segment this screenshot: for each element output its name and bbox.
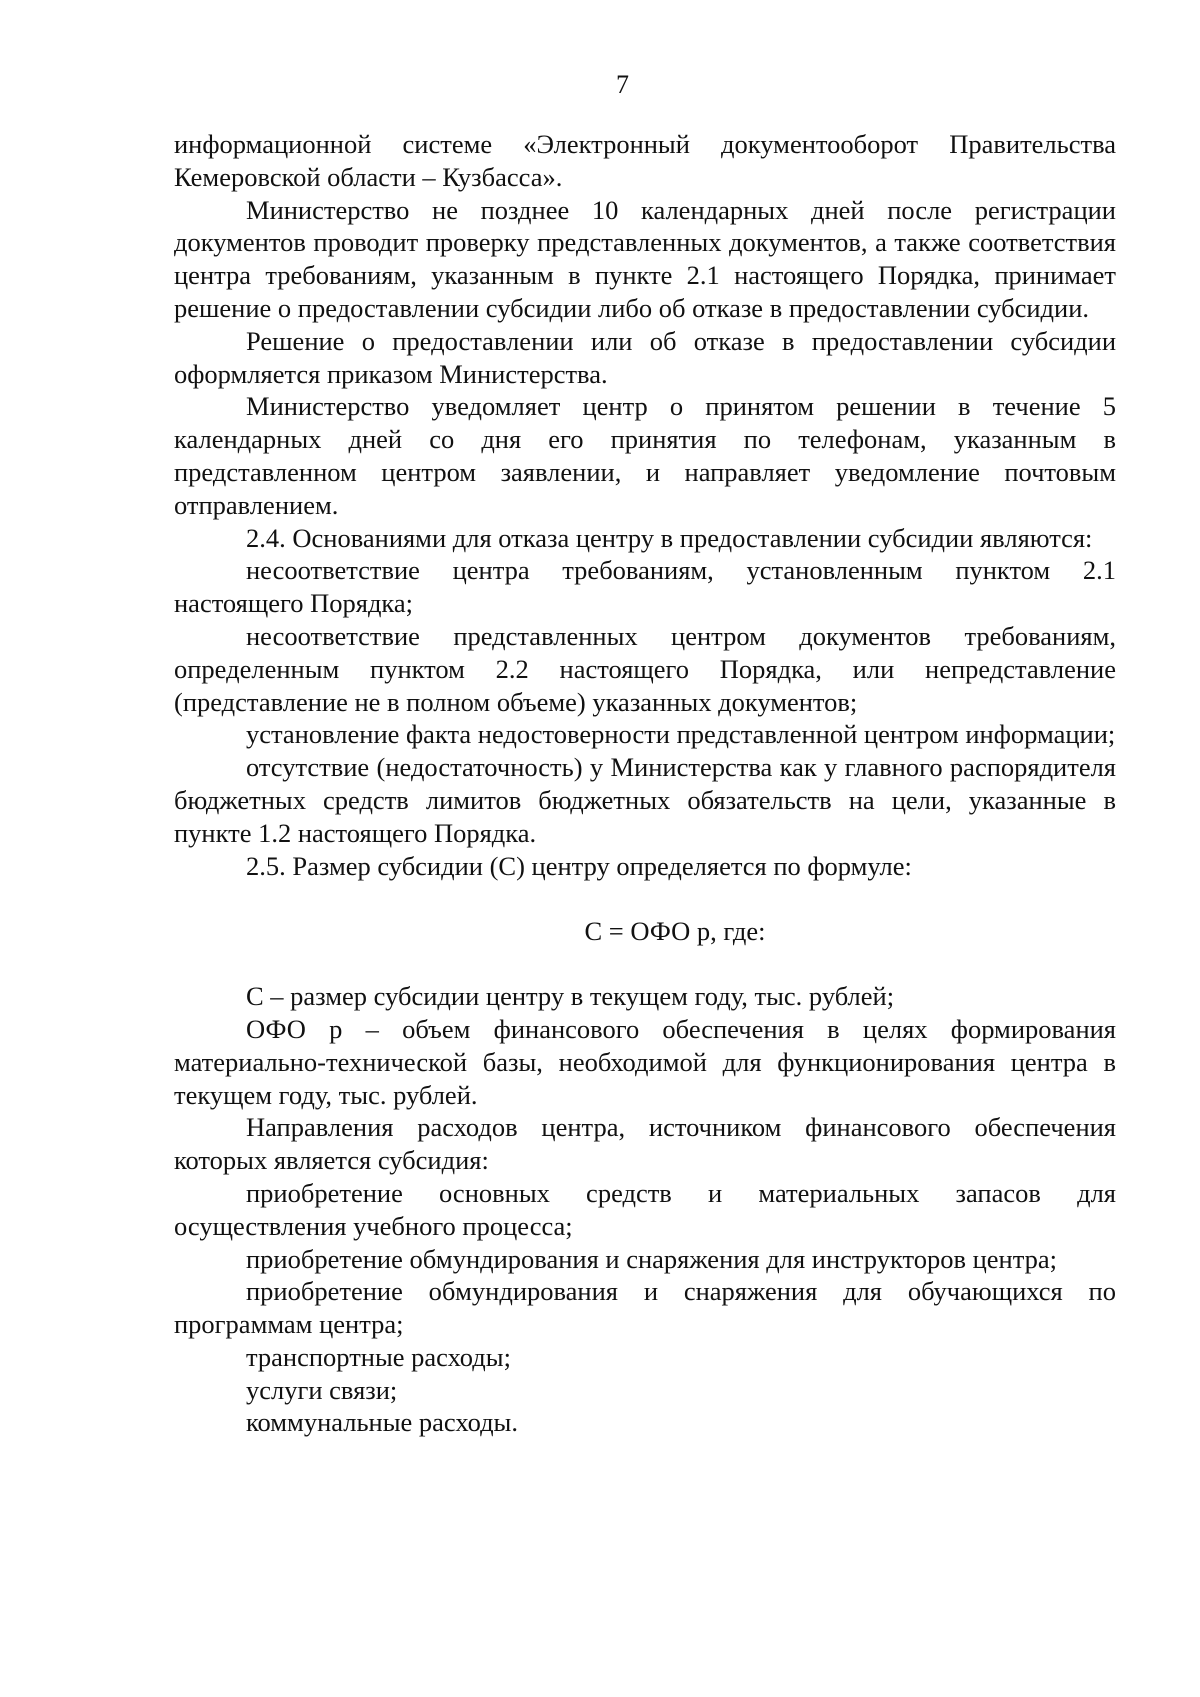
list-item-instructor-uniform: приобретение обмундирования и снаряжения для инструкторов центра; — [246, 1243, 1057, 1274]
paragraph-decision-order: Решение о предоставлении или об отказе в предоставлении субсидии оформляется приказом Министерства. — [174, 325, 1116, 389]
paragraph-subsidy-size: 2.5. Размер субсидии (С) центру определяется по формуле: — [246, 850, 912, 881]
paragraph-review-deadline: Министерство не позднее 10 календарных дней после регистрации документов проводит проверку представленных документов, а также соответствия центра требованиям, указанным в пункте 2.1 настоящего Порядка, принимает решение о предоставлении субсидии либо об отказе в предоставлении субсидии. — [174, 194, 1116, 323]
list-item-transport: транспортные расходы; — [246, 1341, 511, 1372]
list-item-fixed-assets: приобретение основных средств и материальных запасов для осуществления учебного процесса; — [174, 1177, 1116, 1241]
page-number: 7 — [616, 70, 629, 99]
list-item-insufficient-limits: отсутствие (недостаточность) у Министерства как у главного распорядителя бюджетных средств лимитов бюджетных обязательств на цели, указанные в пункте 1.2 настоящего Порядка. — [174, 752, 1116, 848]
list-item-false-information: установление факта недостоверности представленной центром информации; — [246, 719, 1116, 750]
subsidy-formula: С = ОФО р, где: — [584, 916, 766, 947]
list-item-utilities: коммунальные расходы. — [246, 1407, 518, 1438]
list-item-documents-mismatch: несоответствие представленных центром документов требованиям, определенным пунктом 2.2 настоящего Порядка, или непредставление (представление не в полном объеме) указанных документов; — [174, 620, 1116, 717]
list-item-communications: услуги связи; — [246, 1374, 398, 1405]
formula-definition-ofo: ОФО р – объем финансового обеспечения в целях формирования материально-технической базы, необходимой для функционирования центра в текущем году, тыс. рублей. — [174, 1013, 1116, 1110]
paragraph-notification: Министерство уведомляет центр о принятом решении в течение 5 календарных дней со дня его принятия по телефонам, указанным в представленном центром заявлении, и направляет уведомление почтовым отправлением. — [174, 391, 1116, 520]
list-item-student-uniform: приобретение обмундирования и снаряжения для обучающихся по программам центра; — [174, 1276, 1116, 1340]
paragraph-continuation: информационной системе «Электронный документооборот Правительства Кемеровской области – Кузбасса». — [174, 129, 1116, 192]
paragraph-expense-directions: Направления расходов центра, источником финансового обеспечения которых является субсидия: — [174, 1112, 1116, 1176]
formula-definition-c: С – размер субсидии центру в текущем году, тыс. рублей; — [246, 981, 895, 1012]
paragraph-refusal-grounds: 2.4. Основаниями для отказа центру в предоставлении субсидии являются: — [246, 522, 1093, 553]
document-body — [174, 128, 1116, 1439]
list-item-requirements-mismatch: несоответствие центра требованиям, установленным пунктом 2.1 настоящего Порядка; — [174, 555, 1116, 619]
